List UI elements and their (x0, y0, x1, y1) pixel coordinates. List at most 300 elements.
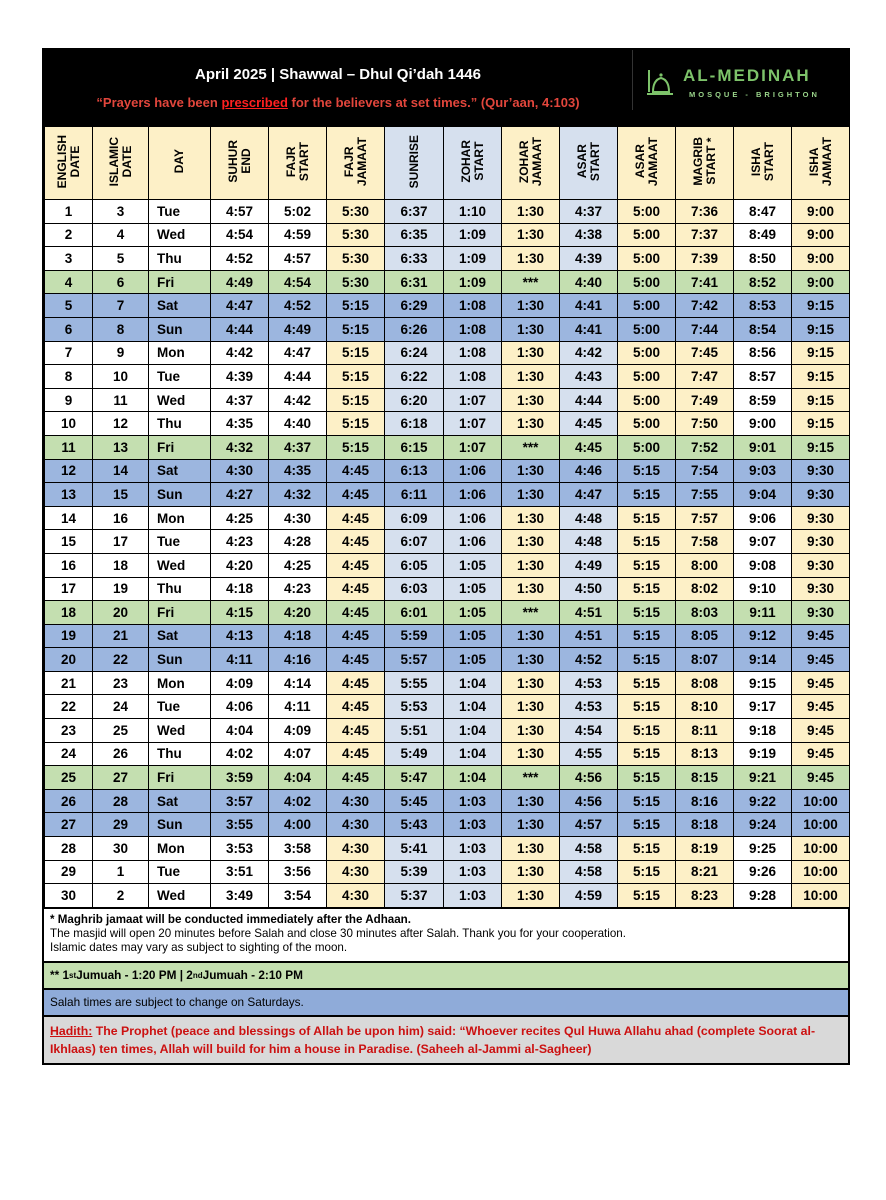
note-maghrib: * Maghrib jamaat will be conducted immediately after the Adhaan. (50, 912, 411, 926)
cell-fajr-start: 4:54 (269, 270, 327, 294)
cell-day: Wed (149, 223, 211, 247)
cell-magrib-start: 8:16 (676, 789, 734, 813)
cell-zohar-jamaat: 1:30 (502, 884, 560, 908)
cell-isha-start: 9:03 (734, 459, 792, 483)
cell-day: Thu (149, 577, 211, 601)
cell-islamic-date: 13 (93, 435, 149, 459)
col-header-zohar-jamaat (502, 127, 560, 200)
cell-suhur-end: 4:39 (211, 365, 269, 389)
cell-sunrise: 6:37 (385, 200, 444, 224)
cell-zohar-jamaat: 1:30 (502, 695, 560, 719)
cell-fajr-jamaat: 5:30 (327, 200, 385, 224)
cell-magrib-start: 8:23 (676, 884, 734, 908)
cell-fajr-start: 4:49 (269, 317, 327, 341)
cell-zohar-jamaat: 1:30 (502, 200, 560, 224)
table-row (45, 483, 850, 507)
cell-islamic-date: 9 (93, 341, 149, 365)
cell-asar-jamaat: 5:15 (618, 813, 676, 837)
cell-suhur-end: 3:53 (211, 837, 269, 861)
cell-magrib-start: 7:57 (676, 506, 734, 530)
cell-english-date: 7 (45, 341, 93, 365)
cell-magrib-start: 8:02 (676, 577, 734, 601)
col-header-sunrise (385, 127, 444, 200)
prayer-times-table (44, 126, 850, 908)
table-row (45, 766, 850, 790)
cell-sunrise: 6:33 (385, 247, 444, 271)
cell-fajr-jamaat: 4:30 (327, 789, 385, 813)
cell-sunrise: 5:43 (385, 813, 444, 837)
cell-fajr-jamaat: 4:45 (327, 577, 385, 601)
cell-english-date: 4 (45, 270, 93, 294)
quote-end: for the believers at set times.” (Qur’aan, 4:103) (287, 95, 580, 110)
cell-sunrise: 6:20 (385, 388, 444, 412)
cell-asar-start: 4:52 (560, 648, 618, 672)
cell-magrib-start: 7:36 (676, 200, 734, 224)
cell-day: Wed (149, 388, 211, 412)
cell-isha-start: 9:19 (734, 742, 792, 766)
cell-magrib-start: 8:00 (676, 553, 734, 577)
cell-magrib-start: 7:45 (676, 341, 734, 365)
cell-zohar-start: 1:09 (444, 247, 502, 271)
logo-name: AL-MEDINAH (683, 66, 811, 85)
cell-asar-jamaat: 5:15 (618, 459, 676, 483)
cell-isha-jamaat: 9:15 (792, 317, 850, 341)
cell-islamic-date: 23 (93, 671, 149, 695)
cell-sunrise: 6:24 (385, 341, 444, 365)
table-body (45, 200, 850, 908)
cell-english-date: 10 (45, 412, 93, 436)
cell-asar-jamaat: 5:15 (618, 719, 676, 743)
cell-asar-jamaat: 5:15 (618, 884, 676, 908)
cell-fajr-jamaat: 4:45 (327, 719, 385, 743)
cell-fajr-start: 4:47 (269, 341, 327, 365)
table-row (45, 553, 850, 577)
cell-day: Sat (149, 789, 211, 813)
cell-english-date: 2 (45, 223, 93, 247)
cell-day: Sat (149, 294, 211, 318)
cell-isha-start: 9:11 (734, 601, 792, 625)
cell-fajr-jamaat: 4:30 (327, 860, 385, 884)
cell-fajr-jamaat: 4:45 (327, 648, 385, 672)
cell-day: Thu (149, 247, 211, 271)
cell-asar-jamaat: 5:15 (618, 648, 676, 672)
cell-suhur-end: 4:32 (211, 435, 269, 459)
cell-isha-start: 9:26 (734, 860, 792, 884)
cell-english-date: 15 (45, 530, 93, 554)
table-row (45, 719, 850, 743)
cell-asar-start: 4:51 (560, 601, 618, 625)
cell-zohar-start: 1:04 (444, 766, 502, 790)
cell-english-date: 21 (45, 671, 93, 695)
cell-zohar-start: 1:05 (444, 624, 502, 648)
cell-fajr-jamaat: 5:30 (327, 270, 385, 294)
table-row (45, 813, 850, 837)
cell-zohar-jamaat: 1:30 (502, 506, 560, 530)
cell-magrib-start: 7:47 (676, 365, 734, 389)
cell-asar-start: 4:48 (560, 506, 618, 530)
cell-isha-start: 9:08 (734, 553, 792, 577)
cell-asar-start: 4:44 (560, 388, 618, 412)
cell-islamic-date: 17 (93, 530, 149, 554)
cell-zohar-start: 1:08 (444, 365, 502, 389)
cell-isha-start: 9:15 (734, 671, 792, 695)
cell-isha-jamaat: 9:30 (792, 577, 850, 601)
cell-day: Wed (149, 719, 211, 743)
col-header-asar-jamaat (618, 127, 676, 200)
cell-sunrise: 6:31 (385, 270, 444, 294)
cell-islamic-date: 4 (93, 223, 149, 247)
cell-asar-start: 4:49 (560, 553, 618, 577)
cell-fajr-jamaat: 4:45 (327, 506, 385, 530)
cell-isha-jamaat: 9:00 (792, 223, 850, 247)
cell-english-date: 26 (45, 789, 93, 813)
cell-zohar-start: 1:05 (444, 648, 502, 672)
cell-islamic-date: 8 (93, 317, 149, 341)
cell-zohar-jamaat: 1:30 (502, 624, 560, 648)
cell-magrib-start: 8:13 (676, 742, 734, 766)
cell-isha-start: 9:12 (734, 624, 792, 648)
cell-fajr-jamaat: 4:45 (327, 530, 385, 554)
cell-asar-jamaat: 5:00 (618, 365, 676, 389)
col-header-suhur-end (211, 127, 269, 200)
cell-magrib-start: 7:55 (676, 483, 734, 507)
cell-fajr-jamaat: 4:45 (327, 459, 385, 483)
mosque-logo (632, 50, 835, 110)
cell-zohar-start: 1:09 (444, 270, 502, 294)
cell-english-date: 25 (45, 766, 93, 790)
cell-asar-start: 4:57 (560, 813, 618, 837)
cell-zohar-jamaat: *** (502, 766, 560, 790)
cell-asar-jamaat: 5:00 (618, 388, 676, 412)
cell-zohar-start: 1:03 (444, 837, 502, 861)
cell-asar-start: 4:58 (560, 860, 618, 884)
cell-sunrise: 6:09 (385, 506, 444, 530)
cell-asar-jamaat: 5:00 (618, 294, 676, 318)
cell-asar-start: 4:58 (560, 837, 618, 861)
table-row (45, 601, 850, 625)
note-islamic-dates: Islamic dates may vary as subject to sighting of the moon. (50, 940, 348, 954)
cell-asar-jamaat: 5:00 (618, 270, 676, 294)
cell-suhur-end: 4:09 (211, 671, 269, 695)
cell-sunrise: 5:47 (385, 766, 444, 790)
cell-isha-jamaat: 10:00 (792, 837, 850, 861)
notes-section (44, 908, 848, 961)
cell-isha-jamaat: 9:15 (792, 341, 850, 365)
cell-asar-jamaat: 5:00 (618, 223, 676, 247)
cell-sunrise: 6:05 (385, 553, 444, 577)
cell-asar-jamaat: 5:15 (618, 483, 676, 507)
col-header-magrib-start (676, 127, 734, 200)
cell-isha-start: 9:24 (734, 813, 792, 837)
cell-asar-start: 4:46 (560, 459, 618, 483)
cell-fajr-start: 4:23 (269, 577, 327, 601)
cell-zohar-start: 1:08 (444, 294, 502, 318)
cell-isha-jamaat: 9:00 (792, 247, 850, 271)
cell-isha-start: 9:21 (734, 766, 792, 790)
col-header-fajr-jamaat (327, 127, 385, 200)
cell-zohar-jamaat: 1:30 (502, 365, 560, 389)
cell-fajr-start: 4:02 (269, 789, 327, 813)
cell-sunrise: 5:37 (385, 884, 444, 908)
cell-zohar-start: 1:06 (444, 506, 502, 530)
header-banner (44, 50, 848, 126)
cell-zohar-start: 1:10 (444, 200, 502, 224)
cell-isha-jamaat: 9:30 (792, 553, 850, 577)
cell-magrib-start: 7:58 (676, 530, 734, 554)
cell-zohar-start: 1:07 (444, 388, 502, 412)
col-header-label: ISHA JAMAAT (806, 136, 834, 187)
cell-suhur-end: 4:06 (211, 695, 269, 719)
cell-isha-jamaat: 9:45 (792, 648, 850, 672)
jumuah-suffix: Jumuah - 2:10 PM (202, 968, 303, 983)
cell-day: Tue (149, 695, 211, 719)
cell-magrib-start: 7:42 (676, 294, 734, 318)
cell-isha-jamaat: 9:45 (792, 742, 850, 766)
timetable-sheet (42, 48, 850, 1065)
cell-zohar-jamaat: 1:30 (502, 813, 560, 837)
cell-asar-start: 4:39 (560, 247, 618, 271)
logo-subtitle: MOSQUE - BRIGHTON (689, 90, 820, 99)
cell-isha-start: 8:50 (734, 247, 792, 271)
cell-suhur-end: 4:47 (211, 294, 269, 318)
cell-islamic-date: 25 (93, 719, 149, 743)
cell-zohar-start: 1:06 (444, 530, 502, 554)
cell-day: Sun (149, 813, 211, 837)
cell-magrib-start: 7:52 (676, 435, 734, 459)
cell-islamic-date: 30 (93, 837, 149, 861)
cell-zohar-jamaat: 1:30 (502, 837, 560, 861)
cell-english-date: 30 (45, 884, 93, 908)
table-row (45, 671, 850, 695)
cell-english-date: 24 (45, 742, 93, 766)
col-header-zohar-start (444, 127, 502, 200)
cell-suhur-end: 3:59 (211, 766, 269, 790)
cell-asar-jamaat: 5:00 (618, 412, 676, 436)
table-row (45, 648, 850, 672)
cell-islamic-date: 5 (93, 247, 149, 271)
cell-isha-jamaat: 9:30 (792, 483, 850, 507)
col-header-fajr-start (269, 127, 327, 200)
cell-day: Wed (149, 884, 211, 908)
cell-asar-jamaat: 5:15 (618, 577, 676, 601)
cell-fajr-start: 3:54 (269, 884, 327, 908)
cell-isha-start: 8:56 (734, 341, 792, 365)
cell-isha-jamaat: 9:30 (792, 601, 850, 625)
cell-zohar-start: 1:07 (444, 435, 502, 459)
table-row (45, 223, 850, 247)
cell-day: Fri (149, 766, 211, 790)
cell-suhur-end: 4:25 (211, 506, 269, 530)
cell-isha-start: 9:00 (734, 412, 792, 436)
cell-asar-jamaat: 5:00 (618, 341, 676, 365)
cell-islamic-date: 16 (93, 506, 149, 530)
cell-isha-jamaat: 10:00 (792, 813, 850, 837)
cell-suhur-end: 4:04 (211, 719, 269, 743)
cell-magrib-start: 7:54 (676, 459, 734, 483)
col-header-asar-start (560, 127, 618, 200)
cell-magrib-start: 8:07 (676, 648, 734, 672)
cell-fajr-jamaat: 5:30 (327, 223, 385, 247)
cell-isha-start: 9:04 (734, 483, 792, 507)
cell-asar-start: 4:56 (560, 766, 618, 790)
cell-zohar-jamaat: 1:30 (502, 247, 560, 271)
cell-day: Thu (149, 742, 211, 766)
cell-zohar-jamaat: 1:30 (502, 483, 560, 507)
cell-suhur-end: 4:15 (211, 601, 269, 625)
cell-zohar-jamaat: 1:30 (502, 317, 560, 341)
cell-isha-start: 9:07 (734, 530, 792, 554)
cell-sunrise: 6:15 (385, 435, 444, 459)
cell-asar-start: 4:37 (560, 200, 618, 224)
cell-isha-jamaat: 9:15 (792, 388, 850, 412)
col-header-label: ZOHAR START (458, 140, 486, 183)
col-header-label: FAJR JAMAAT (341, 136, 369, 187)
cell-suhur-end: 4:30 (211, 459, 269, 483)
cell-isha-jamaat: 9:45 (792, 624, 850, 648)
cell-fajr-jamaat: 5:15 (327, 317, 385, 341)
cell-islamic-date: 29 (93, 813, 149, 837)
cell-magrib-start: 7:50 (676, 412, 734, 436)
cell-asar-jamaat: 5:15 (618, 742, 676, 766)
cell-islamic-date: 12 (93, 412, 149, 436)
cell-day: Mon (149, 671, 211, 695)
jumuah-mid: Jumuah - 1:20 PM | 2 (76, 968, 193, 983)
table-row (45, 365, 850, 389)
cell-sunrise: 5:39 (385, 860, 444, 884)
cell-islamic-date: 22 (93, 648, 149, 672)
cell-english-date: 19 (45, 624, 93, 648)
cell-english-date: 11 (45, 435, 93, 459)
cell-suhur-end: 4:13 (211, 624, 269, 648)
cell-day: Fri (149, 601, 211, 625)
cell-magrib-start: 7:39 (676, 247, 734, 271)
quran-quote (44, 95, 632, 110)
saturday-note: Salah times are subject to change on Saturdays. (50, 995, 304, 1010)
cell-islamic-date: 7 (93, 294, 149, 318)
header-row (45, 127, 850, 200)
cell-day: Tue (149, 860, 211, 884)
cell-islamic-date: 2 (93, 884, 149, 908)
cell-suhur-end: 4:42 (211, 341, 269, 365)
cell-fajr-start: 4:11 (269, 695, 327, 719)
cell-day: Mon (149, 341, 211, 365)
cell-suhur-end: 4:11 (211, 648, 269, 672)
table-row (45, 506, 850, 530)
cell-english-date: 27 (45, 813, 93, 837)
cell-isha-start: 9:10 (734, 577, 792, 601)
cell-isha-jamaat: 9:00 (792, 200, 850, 224)
cell-asar-jamaat: 5:00 (618, 247, 676, 271)
jumuah-bar (44, 961, 848, 988)
table-row (45, 577, 850, 601)
cell-isha-start: 8:57 (734, 365, 792, 389)
cell-day: Thu (149, 412, 211, 436)
cell-sunrise: 6:03 (385, 577, 444, 601)
cell-asar-start: 4:45 (560, 412, 618, 436)
cell-suhur-end: 4:57 (211, 200, 269, 224)
cell-asar-start: 4:42 (560, 341, 618, 365)
cell-fajr-start: 4:00 (269, 813, 327, 837)
cell-zohar-jamaat: 1:30 (502, 530, 560, 554)
cell-islamic-date: 26 (93, 742, 149, 766)
table-row (45, 530, 850, 554)
cell-sunrise: 6:35 (385, 223, 444, 247)
cell-fajr-start: 4:25 (269, 553, 327, 577)
quote-highlight: prescribed (221, 95, 288, 110)
col-header-label: ISLAMIC DATE (106, 136, 134, 187)
cell-asar-start: 4:50 (560, 577, 618, 601)
cell-isha-jamaat: 9:15 (792, 435, 850, 459)
cell-isha-start: 8:49 (734, 223, 792, 247)
cell-day: Tue (149, 365, 211, 389)
cell-fajr-jamaat: 4:45 (327, 766, 385, 790)
cell-english-date: 9 (45, 388, 93, 412)
cell-islamic-date: 15 (93, 483, 149, 507)
cell-asar-jamaat: 5:15 (618, 530, 676, 554)
cell-sunrise: 5:55 (385, 671, 444, 695)
cell-isha-jamaat: 9:45 (792, 719, 850, 743)
hadith-box (44, 1015, 848, 1063)
cell-zohar-jamaat: 1:30 (502, 742, 560, 766)
cell-zohar-jamaat: 1:30 (502, 789, 560, 813)
cell-islamic-date: 1 (93, 860, 149, 884)
col-header-label: ASAR JAMAAT (632, 136, 660, 187)
table-row (45, 695, 850, 719)
hadith-label: Hadith: (50, 1023, 93, 1038)
cell-sunrise: 6:01 (385, 601, 444, 625)
table-row (45, 459, 850, 483)
cell-fajr-jamaat: 4:45 (327, 671, 385, 695)
cell-islamic-date: 6 (93, 270, 149, 294)
cell-day: Mon (149, 837, 211, 861)
cell-english-date: 22 (45, 695, 93, 719)
cell-fajr-start: 4:44 (269, 365, 327, 389)
cell-isha-start: 8:52 (734, 270, 792, 294)
cell-zohar-jamaat: 1:30 (502, 459, 560, 483)
table-row (45, 884, 850, 908)
cell-zohar-jamaat: 1:30 (502, 223, 560, 247)
cell-english-date: 28 (45, 837, 93, 861)
cell-zohar-jamaat: *** (502, 270, 560, 294)
cell-asar-start: 4:43 (560, 365, 618, 389)
cell-day: Sun (149, 483, 211, 507)
cell-day: Sun (149, 648, 211, 672)
cell-isha-start: 9:01 (734, 435, 792, 459)
saturday-note-bar (44, 988, 848, 1015)
cell-english-date: 13 (45, 483, 93, 507)
table-row (45, 412, 850, 436)
col-header-isha-jamaat (792, 127, 850, 200)
cell-day: Tue (149, 530, 211, 554)
cell-isha-jamaat: 9:45 (792, 766, 850, 790)
cell-zohar-start: 1:06 (444, 459, 502, 483)
cell-fajr-jamaat: 4:30 (327, 884, 385, 908)
cell-asar-start: 4:41 (560, 294, 618, 318)
cell-fajr-start: 4:52 (269, 294, 327, 318)
cell-english-date: 23 (45, 719, 93, 743)
cell-asar-start: 4:55 (560, 742, 618, 766)
cell-english-date: 8 (45, 365, 93, 389)
cell-isha-jamaat: 9:15 (792, 294, 850, 318)
cell-magrib-start: 8:18 (676, 813, 734, 837)
cell-magrib-start: 8:08 (676, 671, 734, 695)
cell-suhur-end: 4:27 (211, 483, 269, 507)
cell-zohar-jamaat: *** (502, 601, 560, 625)
cell-magrib-start: 8:21 (676, 860, 734, 884)
hadith-text: The Prophet (peace and blessings of Allah be upon him) said: “Whoever recites Qul Huwa Allahu ahad (complete Soorat al-Ikhlaas) ten times, Allah will build for him a house in Paradise. (Saheeh al-Jammi al-Sagheer) (50, 1023, 816, 1056)
cell-isha-jamaat: 9:30 (792, 506, 850, 530)
cell-english-date: 6 (45, 317, 93, 341)
